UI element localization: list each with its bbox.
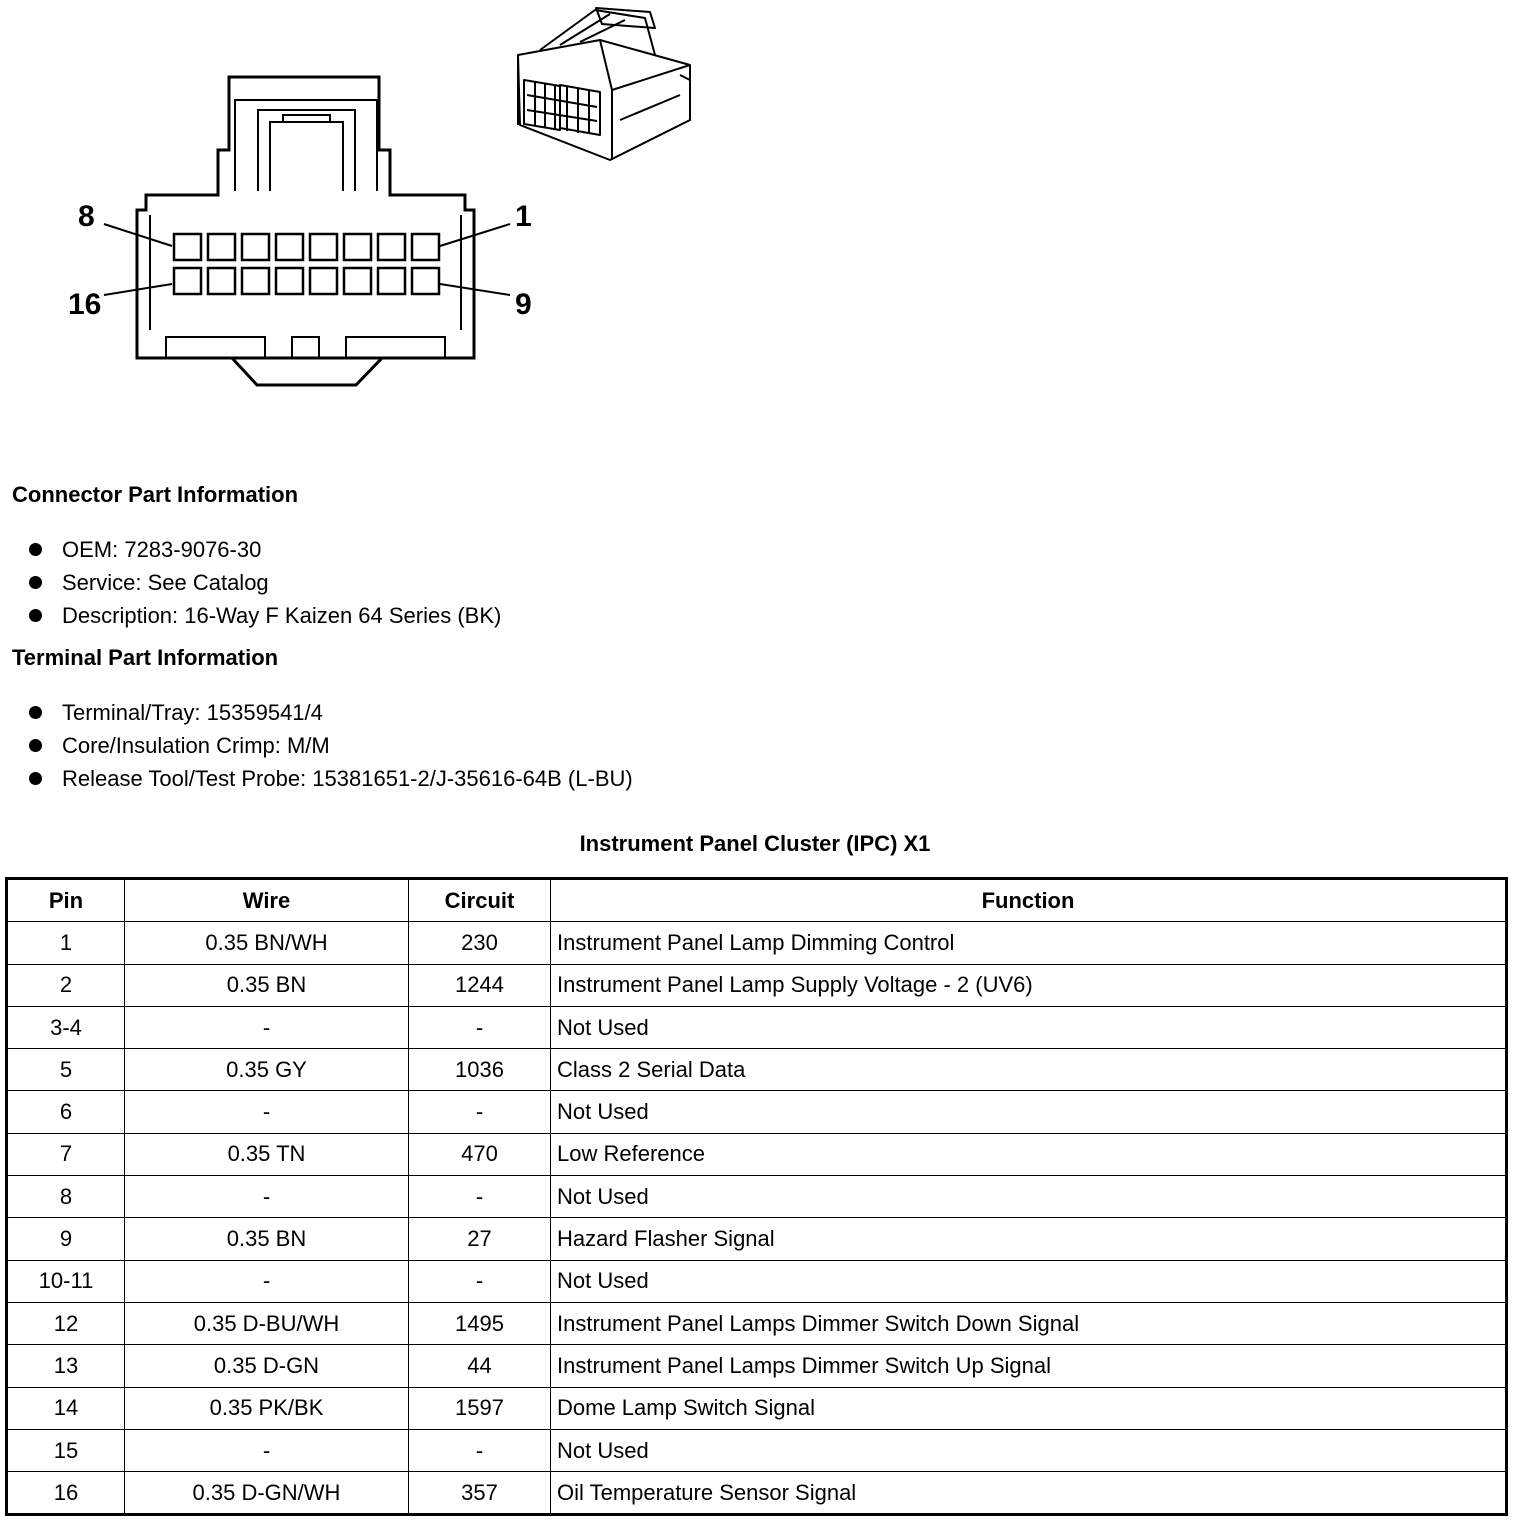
connector-bottom-tab: [232, 358, 382, 385]
cell-function: Instrument Panel Lamp Dimming Control: [551, 922, 1507, 964]
cell-wire: -: [125, 1176, 409, 1218]
cell-circuit: 470: [409, 1133, 551, 1175]
cell-pin: 10-11: [7, 1260, 125, 1302]
table-title: Instrument Panel Cluster (IPC) X1: [579, 831, 931, 856]
pin-cavity: [412, 234, 439, 260]
pin-cavity: [174, 268, 201, 294]
column-header-pin: Pin: [7, 879, 125, 922]
cell-wire: -: [125, 1260, 409, 1302]
connector-key-slots: [166, 337, 445, 358]
terminal-info-heading: Terminal Part Information: [12, 645, 279, 670]
cell-function: Class 2 Serial Data: [551, 1049, 1507, 1091]
table-row: [7, 1345, 1507, 1387]
cell-pin: 7: [7, 1133, 125, 1175]
cell-wire: -: [125, 1429, 409, 1471]
pin-cavity: [344, 234, 371, 260]
table-row: [7, 1006, 1507, 1048]
cell-pin: 8: [7, 1176, 125, 1218]
connector-info-list: [28, 533, 501, 632]
pin-cavity: [174, 234, 201, 260]
terminal-info-crimp: Core/Insulation Crimp: M/M: [28, 729, 633, 762]
cell-pin: 1: [7, 922, 125, 964]
cell-pin: 2: [7, 964, 125, 1006]
cell-pin: 12: [7, 1302, 125, 1344]
table-row: [7, 1049, 1507, 1091]
table-row: [7, 1176, 1507, 1218]
cell-circuit: 230: [409, 922, 551, 964]
cell-function: Instrument Panel Lamp Supply Voltage - 2 (UV6): [551, 964, 1507, 1006]
column-header-function: Function: [551, 879, 1507, 922]
pin-cavity: [276, 234, 303, 260]
cell-function: Instrument Panel Lamps Dimmer Switch Up Signal: [551, 1345, 1507, 1387]
pin-label-1: 1: [515, 200, 532, 233]
cell-circuit: 1244: [409, 964, 551, 1006]
cell-wire: 0.35 D-BU/WH: [125, 1302, 409, 1344]
pin-cavity: [310, 268, 337, 294]
pin-cavity: [378, 234, 405, 260]
connector-info-service: Service: See Catalog: [28, 566, 501, 599]
pin-label-8: 8: [78, 200, 95, 233]
cell-circuit: -: [409, 1260, 551, 1302]
cell-circuit: 27: [409, 1218, 551, 1260]
cell-circuit: -: [409, 1429, 551, 1471]
table-row: [7, 964, 1507, 1006]
cell-circuit: -: [409, 1006, 551, 1048]
cell-circuit: 357: [409, 1472, 551, 1515]
cell-function: Low Reference: [551, 1133, 1507, 1175]
cell-function: Instrument Panel Lamps Dimmer Switch Down Signal: [551, 1302, 1507, 1344]
pin-cavity: [242, 268, 269, 294]
cell-circuit: -: [409, 1091, 551, 1133]
pin-label-16: 16: [68, 288, 102, 321]
cell-wire: 0.35 GY: [125, 1049, 409, 1091]
pin-cavity: [208, 234, 235, 260]
pin-cavity: [242, 234, 269, 260]
table-row: [7, 1091, 1507, 1133]
cell-wire: 0.35 PK/BK: [125, 1387, 409, 1429]
cell-wire: 0.35 BN: [125, 964, 409, 1006]
cell-circuit: 44: [409, 1345, 551, 1387]
connector-info-oem: OEM: 7283-9076-30: [28, 533, 501, 566]
cell-function: Dome Lamp Switch Signal: [551, 1387, 1507, 1429]
table-row: [7, 1472, 1507, 1515]
column-header-circuit: Circuit: [409, 879, 551, 922]
connector-latch-inner: [258, 110, 355, 191]
cell-function: Not Used: [551, 1091, 1507, 1133]
terminal-info-release-tool: Release Tool/Test Probe: 15381651-2/J-35616-64B (L-BU): [28, 762, 633, 795]
pin-cavity: [378, 268, 405, 294]
cell-circuit: 1036: [409, 1049, 551, 1091]
cell-circuit: 1597: [409, 1387, 551, 1429]
table-row: [7, 1387, 1507, 1429]
table-row: [7, 1429, 1507, 1471]
pin-cavity: [208, 268, 235, 294]
cell-function: Not Used: [551, 1429, 1507, 1471]
cell-circuit: 1495: [409, 1302, 551, 1344]
pin-cavity-grid: [174, 234, 439, 294]
table-row: [7, 1218, 1507, 1260]
cell-pin: 9: [7, 1218, 125, 1260]
table-row: [7, 1302, 1507, 1344]
connector-face-outline: [137, 77, 474, 358]
table-row: [7, 922, 1507, 964]
connector-diagram: [0, 0, 760, 420]
table-header-row: [7, 879, 1507, 922]
cell-function: Oil Temperature Sensor Signal: [551, 1472, 1507, 1515]
table-row: [7, 1260, 1507, 1302]
cell-wire: 0.35 D-GN: [125, 1345, 409, 1387]
cell-pin: 14: [7, 1387, 125, 1429]
cell-pin: 3-4: [7, 1006, 125, 1048]
cell-function: Not Used: [551, 1176, 1507, 1218]
cell-wire: -: [125, 1091, 409, 1133]
cell-function: Not Used: [551, 1260, 1507, 1302]
cell-wire: 0.35 TN: [125, 1133, 409, 1175]
cell-pin: 16: [7, 1472, 125, 1515]
pin-label-9: 9: [515, 288, 532, 321]
pin-cavity: [310, 234, 337, 260]
table-row: [7, 1133, 1507, 1175]
pinout-table: [5, 877, 1508, 1516]
cell-function: Hazard Flasher Signal: [551, 1218, 1507, 1260]
connector-isometric-view: [518, 8, 690, 160]
cell-wire: -: [125, 1006, 409, 1048]
column-header-wire: Wire: [125, 879, 409, 922]
pin-cavity: [276, 268, 303, 294]
connector-info-heading: Connector Part Information: [12, 482, 299, 507]
cell-pin: 6: [7, 1091, 125, 1133]
cell-pin: 13: [7, 1345, 125, 1387]
cell-function: Not Used: [551, 1006, 1507, 1048]
pin-cavity: [412, 268, 439, 294]
cell-wire: 0.35 D-GN/WH: [125, 1472, 409, 1515]
terminal-info-list: [28, 696, 633, 795]
cell-wire: 0.35 BN: [125, 1218, 409, 1260]
connector-info-description: Description: 16-Way F Kaizen 64 Series (BK): [28, 599, 501, 632]
terminal-info-tray: Terminal/Tray: 15359541/4: [28, 696, 633, 729]
cell-wire: 0.35 BN/WH: [125, 922, 409, 964]
cell-pin: 15: [7, 1429, 125, 1471]
cell-pin: 5: [7, 1049, 125, 1091]
cell-circuit: -: [409, 1176, 551, 1218]
pin-cavity: [344, 268, 371, 294]
